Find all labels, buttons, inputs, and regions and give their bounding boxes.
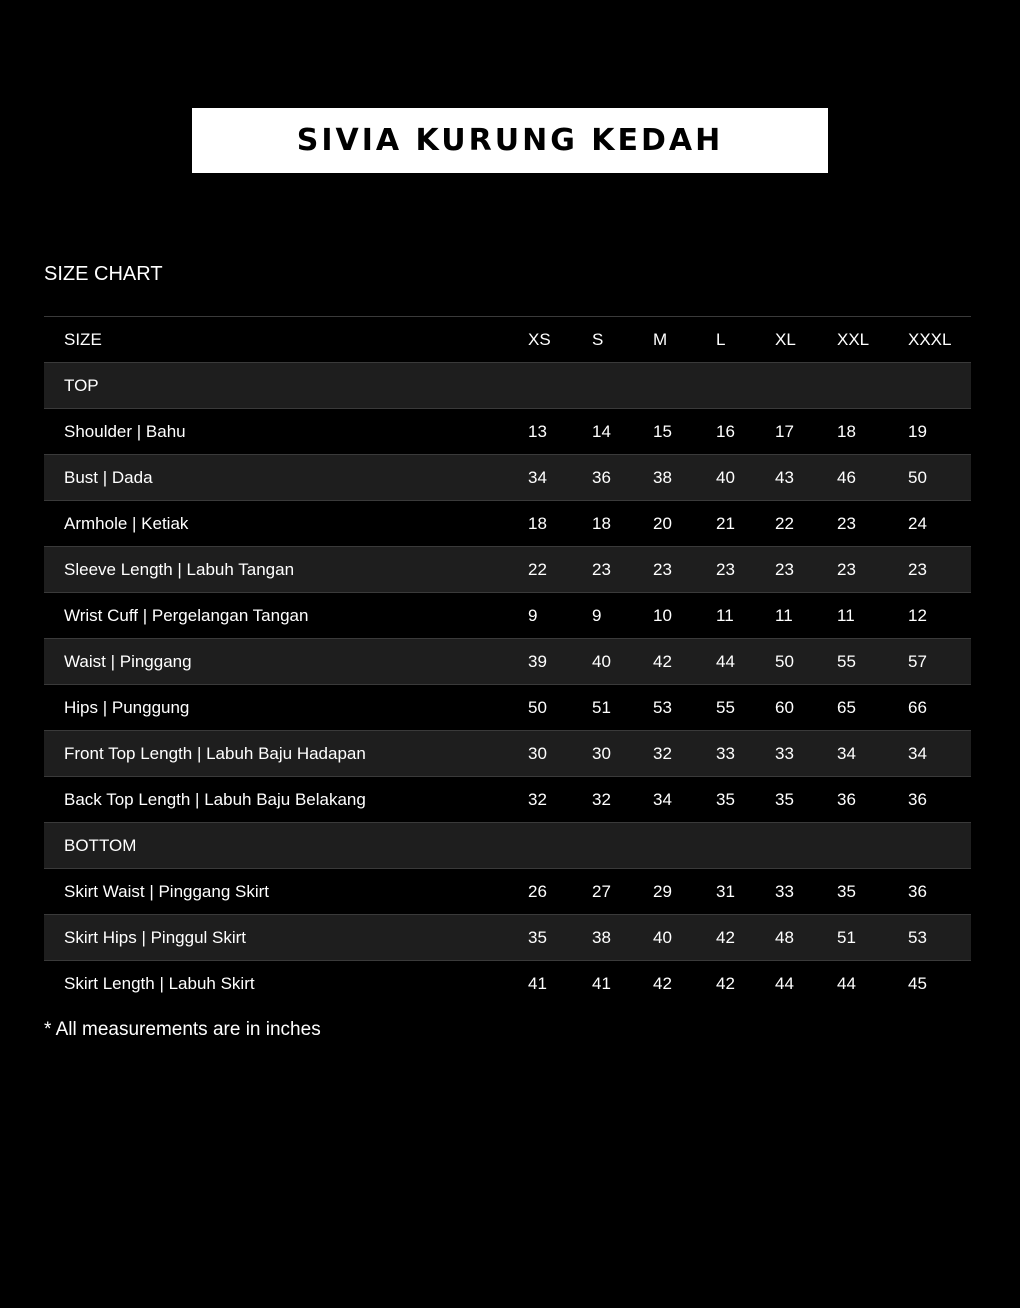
cell-value: 51: [592, 698, 611, 717]
cell-value: 40: [592, 652, 611, 671]
table-row: [44, 685, 971, 731]
cell-value: 23: [592, 560, 611, 579]
row-label: Wrist Cuff | Pergelangan Tangan: [64, 606, 309, 625]
cell-value: 32: [528, 790, 547, 809]
cell-value: 46: [837, 468, 856, 487]
cell-value: 41: [528, 974, 547, 993]
cell-value: 34: [908, 744, 927, 763]
cell-value: 44: [837, 974, 856, 993]
header-size-xs: XS: [528, 330, 551, 349]
cell-value: 36: [837, 790, 856, 809]
header-size-label: SIZE: [64, 330, 102, 349]
title-banner: [192, 108, 828, 173]
table-header-row: [44, 317, 971, 363]
cell-value: 31: [716, 882, 735, 901]
row-label: Skirt Waist | Pinggang Skirt: [64, 882, 270, 901]
cell-value: 35: [528, 928, 547, 947]
cell-value: 23: [837, 560, 856, 579]
header-size-xl: XL: [775, 330, 796, 349]
table-row: [44, 593, 971, 639]
table-row: [44, 639, 971, 685]
row-label: Skirt Length | Labuh Skirt: [64, 974, 255, 993]
cell-value: 41: [592, 974, 611, 993]
cell-value: 36: [908, 882, 927, 901]
cell-value: 60: [775, 698, 794, 717]
section-row-top: [44, 363, 971, 409]
cell-value: 23: [775, 560, 794, 579]
header-size-l: L: [716, 330, 726, 349]
cell-value: 39: [528, 652, 547, 671]
cell-value: 50: [775, 652, 794, 671]
cell-value: 18: [592, 514, 611, 533]
cell-value: 34: [528, 468, 547, 487]
row-label: Sleeve Length | Labuh Tangan: [64, 560, 295, 579]
cell-value: 22: [528, 560, 547, 579]
cell-value: 18: [528, 514, 547, 533]
table-row: [44, 547, 971, 593]
measurement-note: * All measurements are in inches: [44, 1019, 321, 1040]
table-row: [44, 409, 971, 455]
cell-value: 29: [653, 882, 672, 901]
cell-value: 51: [837, 928, 856, 947]
cell-value: 18: [837, 422, 856, 441]
cell-value: 15: [653, 422, 672, 441]
cell-value: 20: [653, 514, 672, 533]
cell-value: 32: [592, 790, 611, 809]
cell-value: 53: [653, 698, 672, 717]
cell-value: 9: [592, 606, 602, 625]
cell-value: 43: [775, 468, 794, 487]
cell-value: 50: [528, 698, 547, 717]
cell-value: 33: [716, 744, 735, 763]
cell-value: 33: [775, 744, 794, 763]
row-label: Waist | Pinggang: [64, 652, 192, 671]
row-label: Armhole | Ketiak: [64, 514, 189, 533]
row-label: Hips | Punggung: [64, 698, 190, 717]
cell-value: 23: [653, 560, 672, 579]
cell-value: 22: [775, 514, 794, 533]
cell-value: 50: [908, 468, 927, 487]
cell-value: 33: [775, 882, 794, 901]
section-heading: SIZE CHART: [44, 263, 163, 285]
cell-value: 11: [837, 606, 855, 625]
cell-value: 66: [908, 698, 927, 717]
cell-value: 27: [592, 882, 611, 901]
cell-value: 36: [592, 468, 611, 487]
cell-value: 23: [837, 514, 856, 533]
row-label: Back Top Length | Labuh Baju Belakang: [64, 790, 366, 809]
section-label-top: TOP: [64, 376, 99, 395]
cell-value: 23: [716, 560, 735, 579]
cell-value: 34: [837, 744, 856, 763]
cell-value: 45: [908, 974, 927, 993]
cell-value: 42: [653, 652, 672, 671]
cell-value: 30: [592, 744, 611, 763]
cell-value: 11: [716, 606, 734, 625]
cell-value: 30: [528, 744, 547, 763]
cell-value: 55: [716, 698, 735, 717]
cell-value: 11: [775, 606, 793, 625]
cell-value: 35: [716, 790, 735, 809]
table-row: [44, 777, 971, 823]
table-row: [44, 501, 971, 547]
section-row-bottom: [44, 823, 971, 869]
cell-value: 23: [908, 560, 927, 579]
cell-value: 14: [592, 422, 611, 441]
table-row: [44, 731, 971, 777]
cell-value: 13: [528, 422, 547, 441]
size-chart-table: [44, 316, 971, 1006]
cell-value: 10: [653, 606, 672, 625]
cell-value: 65: [837, 698, 856, 717]
header-size-xxl: XXL: [837, 330, 870, 349]
cell-value: 9: [528, 606, 538, 625]
cell-value: 48: [775, 928, 794, 947]
cell-value: 26: [528, 882, 547, 901]
cell-value: 53: [908, 928, 927, 947]
cell-value: 42: [716, 974, 735, 993]
cell-value: 19: [908, 422, 927, 441]
cell-value: 55: [837, 652, 856, 671]
row-label: Shoulder | Bahu: [64, 422, 186, 441]
cell-value: 32: [653, 744, 672, 763]
row-label: Front Top Length | Labuh Baju Hadapan: [64, 744, 366, 763]
cell-value: 21: [716, 514, 735, 533]
header-size-m: M: [653, 330, 668, 349]
cell-value: 17: [775, 422, 794, 441]
header-size-xxxl: XXXL: [908, 330, 952, 349]
cell-value: 42: [653, 974, 672, 993]
cell-value: 36: [908, 790, 927, 809]
section-label-bottom: BOTTOM: [64, 836, 137, 855]
cell-value: 40: [716, 468, 735, 487]
cell-value: 40: [653, 928, 672, 947]
cell-value: 35: [775, 790, 794, 809]
cell-value: 35: [837, 882, 856, 901]
row-label: Bust | Dada: [64, 468, 153, 487]
table-row: [44, 915, 971, 961]
cell-value: 12: [908, 606, 927, 625]
cell-value: 44: [775, 974, 794, 993]
cell-value: 34: [653, 790, 672, 809]
table-row: [44, 869, 971, 915]
header-size-s: S: [592, 330, 604, 349]
cell-value: 38: [653, 468, 672, 487]
cell-value: 24: [908, 514, 927, 533]
cell-value: 44: [716, 652, 735, 671]
cell-value: 42: [716, 928, 735, 947]
page-title: SIVIA KURUNG KEDAH: [296, 123, 724, 158]
cell-value: 38: [592, 928, 611, 947]
cell-value: 16: [716, 422, 735, 441]
row-label: Skirt Hips | Pinggul Skirt: [64, 928, 247, 947]
cell-value: 57: [908, 652, 927, 671]
table-row: [44, 961, 971, 1006]
table-row: [44, 455, 971, 501]
